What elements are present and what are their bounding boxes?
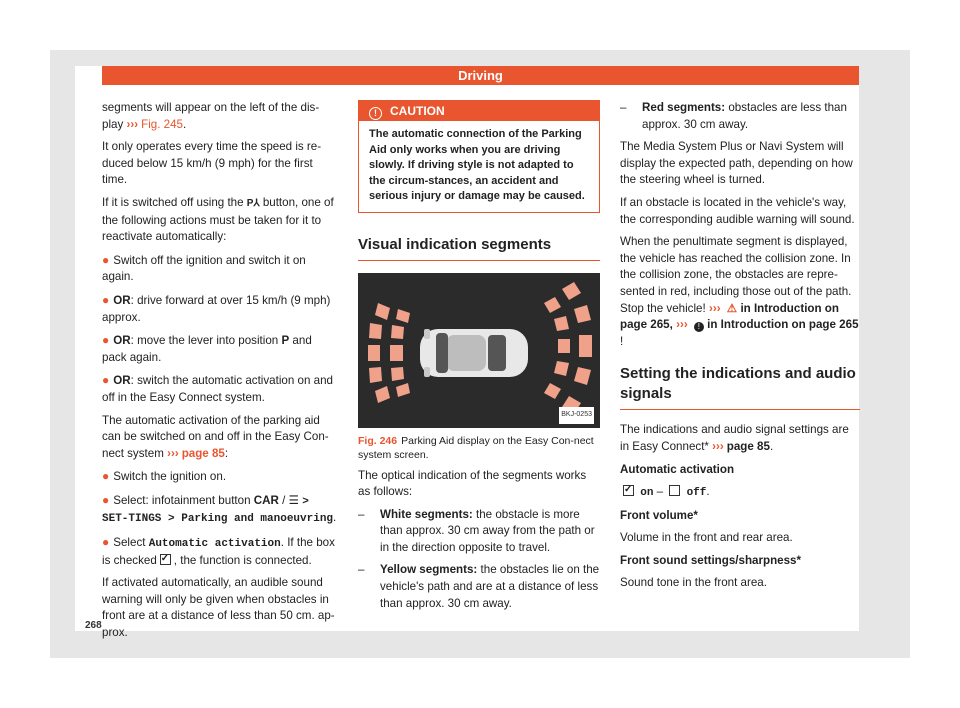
toggle-options: ✓ on – off.	[620, 484, 860, 502]
list-item: ● Select: infotainment button CAR / ☰ > SET-TINGS > Parking and manoeuvring.	[102, 492, 337, 526]
section-heading: Visual indication segments	[358, 235, 552, 253]
intro-link[interactable]: in Introduction on page 265,	[620, 301, 839, 332]
paragraph: The indications and audio signal settings are in Easy Connect* ››› page 85.	[620, 423, 849, 453]
car-icon: CAR	[253, 493, 279, 507]
heading-rule	[620, 409, 860, 410]
column-3	[620, 100, 860, 598]
paragraph: If it is switched off using the P⅄ button, one of the following actions must be taken for it to reactivate automatically:	[102, 195, 334, 244]
sub-heading: Front volume*	[620, 508, 698, 522]
page-link[interactable]: page 85	[726, 439, 770, 453]
paragraph: If activated automatically, an audible sound warning will only be given when obstacles in front are at a distance of less than 50 cm. ap-prox.	[102, 576, 335, 640]
warning-triangle-icon: ⚠	[726, 301, 738, 315]
list-item: – Red segments: obstacles are less than approx. 30 cm away.	[620, 101, 847, 131]
section-heading: Setting the indications and audio signals	[620, 365, 856, 403]
list-item: ● Switch the ignition on.	[102, 469, 227, 484]
paragraph: The Media System Plus or Navi System will display the expected path, depending on how the steering wheel is turned.	[620, 140, 853, 187]
list-item: ● OR: switch the automatic activation on and off in the Easy Connect system.	[102, 373, 333, 404]
figure-caption: Fig. 246 Parking Aid display on the Easy Con-nect system screen.	[358, 434, 594, 461]
intro-link[interactable]: in Introduction on page 265	[707, 318, 859, 332]
front-segment	[369, 367, 382, 383]
rear-segment	[558, 339, 570, 353]
section-banner: Driving	[102, 66, 859, 85]
list-item: ● Select Automatic activation. If the box is checked✓ , the function is connected.	[102, 534, 339, 569]
column-1	[102, 100, 339, 648]
front-segment	[391, 325, 404, 339]
sub-heading: Front sound settings/sharpness*	[620, 553, 802, 567]
caution-header: ! CAUTION	[359, 101, 599, 121]
caution-icon: !	[369, 107, 382, 120]
list-item: – White segments: the obstacle is more than approx. 30 cm away from the path or in the direction opposite to travel.	[358, 507, 595, 554]
caution-box	[358, 100, 600, 213]
front-segment	[369, 323, 382, 339]
parking-aid-figure	[358, 273, 600, 428]
park-assist-icon: P⅄	[246, 197, 260, 209]
list-item: ● OR: move the lever into position P and pack again.	[102, 333, 312, 364]
figure-link[interactable]: Fig. 245	[141, 117, 184, 131]
list-item: ● Switch off the ignition and switch it on again.	[102, 252, 306, 284]
caution-text: The automatic connection of the Parking Aid only works when you are driving slowly. If driving style is not adapted to the circum-stances, an accident and serious injury or damage may be caused.	[369, 128, 585, 202]
list-item: – Yellow segments: the obstacles lie on the vehicle's path and are at a distance of less than approx. 30 cm away.	[358, 563, 600, 610]
list-item: ● OR: drive forward at over 15 km/h (9 mph) approx.	[102, 292, 331, 324]
figure-code: BKJ-0253	[559, 407, 594, 424]
note-icon: !	[694, 322, 704, 332]
rear-segment	[579, 335, 592, 357]
front-segment	[390, 345, 403, 361]
page-link[interactable]: page 85	[181, 446, 225, 460]
front-segment	[391, 367, 404, 381]
paragraph: Sound tone in the front area.	[620, 576, 767, 590]
paragraph: When the penultimate segment is displayed, the vehicle has reached the collision zone. In the collision zone, the obstacles are repre-sented in red, including those out of the path. Stop the vehicle! ››› ⚠ in Introduction on page 265, ››› ! in Introduction on page 265 !	[620, 235, 859, 348]
front-segment	[368, 345, 380, 361]
paragraph: It only operates every time the speed is re-duced below 15 km/h (9 mph) for the first time.	[102, 140, 322, 187]
paragraph: If an obstacle is located in the vehicle's way, the corresponding audible warning will sound.	[620, 195, 855, 226]
menu-icon: ☰	[288, 493, 299, 507]
column-2	[358, 100, 600, 618]
checkbox-empty-icon	[669, 485, 680, 496]
parking-aid-illustration	[358, 273, 600, 428]
checkbox-checked-icon	[623, 485, 634, 496]
sub-heading: Automatic activation	[620, 462, 735, 476]
paragraph: The optical indication of the segments works as follows:	[358, 468, 587, 499]
paragraph: segments will appear on the left of the dis-play ››› Fig. 245.	[102, 101, 320, 131]
heading-rule	[358, 260, 600, 261]
car-top-view	[420, 329, 528, 377]
page-number: 268	[85, 620, 102, 631]
checkbox-checked-icon	[160, 554, 171, 565]
paragraph: Volume in the front and rear area.	[620, 531, 793, 545]
paragraph: The automatic activation of the parking aid can be switched on and off in the Easy Con-nect system ››› page 85:	[102, 413, 329, 460]
